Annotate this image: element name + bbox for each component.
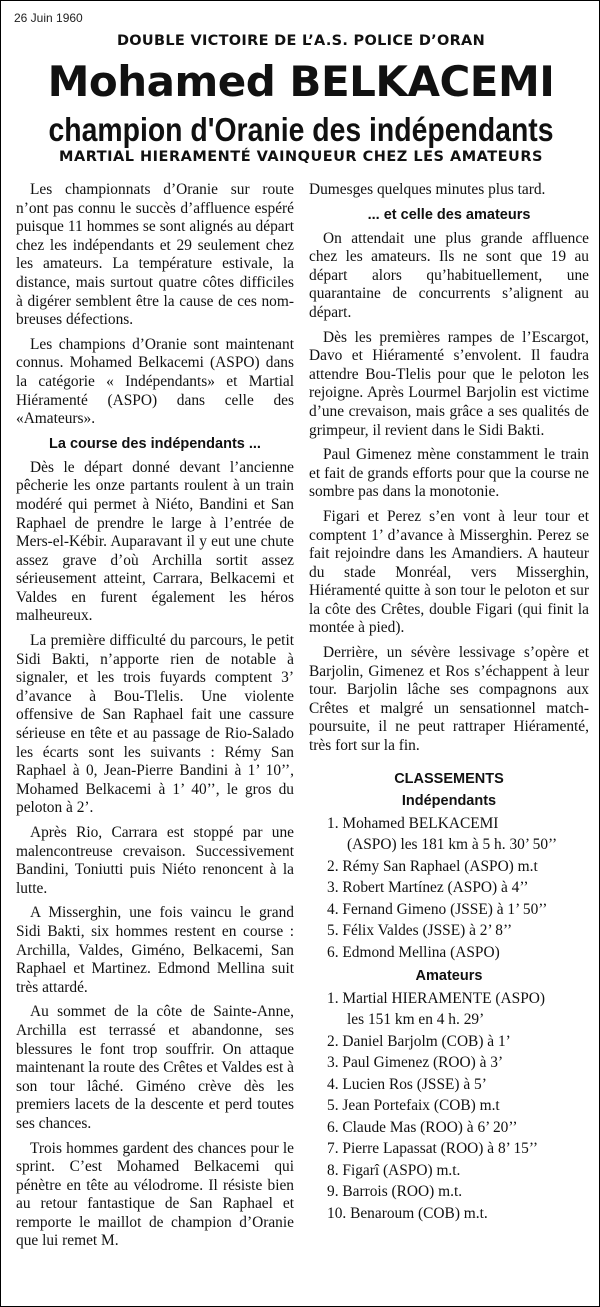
publication-date: 26 Juin 1960	[14, 11, 83, 25]
ranking-entry	[327, 920, 589, 942]
subheadline: champion d'Oranie des indépendants	[48, 111, 554, 148]
ranking-entry	[327, 988, 589, 1031]
ranking-entry	[327, 877, 589, 899]
independants-ranking	[309, 813, 589, 964]
ranking-line: 6. Claude Mas (ROO) à 6’ 20’’	[327, 1118, 518, 1136]
ranking-entry	[327, 1160, 589, 1182]
paragraph: Dès le départ donné devant l’ancienne pêcherie les onze partants roulent à un train modéré qui permet à Niéto, Bandini et San Raphael de prendre le large à l’entrée de Mers-el-Kébir. Auparavant il y eut une chute assez grave d’où Archilla sortit assez sérieusement atteint, Carrara, Belkacemi et Valdes en furent également les héros malheureux.	[16, 458, 294, 625]
ranking-entry	[327, 1052, 589, 1074]
ranking-line-continuation: (ASPO) les 181 km à 5 h. 30’ 50’’	[347, 836, 558, 854]
ranking-line-continuation: les 151 km en 4 h. 29’	[347, 1011, 485, 1029]
ranking-line: 6. Edmond Mellina (ASPO)	[327, 943, 500, 961]
ranking-entry	[327, 1138, 589, 1160]
paragraph: Les championnats d’Oranie sur route n’ont pas connu le succès d’affluence espéré puisque 11 hommes se sont alignés au départ chez les indépendants et 29 seulement chez les amateurs. La température estivale, la distance, mais surtout quatre côtes difficiles à digérer semblent être la cause de ces nombreuses défections.	[16, 181, 294, 329]
ranking-entry	[327, 856, 589, 878]
ranking-entry	[327, 1181, 589, 1203]
ranking-entry	[327, 1074, 589, 1096]
paragraph: On attendait une plus grande affluence chez les amateurs. Ils ne sont que 19 au départ alors qu’habituellement, une quarantaine de concurrents s’alignent au départ.	[309, 229, 589, 321]
ranking-entry	[327, 1117, 589, 1139]
ranking-line: 1. Martial HIERAMENTE (ASPO)	[327, 989, 546, 1007]
ranking-entry	[327, 942, 589, 964]
classements-title: CLASSEMENTS	[394, 770, 504, 787]
ranking-line: 2. Daniel Barjolm (COB) à 1’	[327, 1032, 511, 1050]
paragraph: La première difficulté du parcours, le petit Sidi Bakti, n’apporte rien de notable à signaler, et les trois fuyards comptent 3’ d’avance à Bou-Tlelis. Une violente offensive de San Raphael fait une cassure sérieuse en tête et au passage de Rio-Salado les écarts sont les suivants : Rémy San Raphael à 0, Jean-Pierre Bandini à 1’ 10’’, Mohamed Belkacemi à 1’ 40’’, le gros du peloton à 2’.	[16, 632, 294, 817]
ranking-entry	[327, 813, 589, 856]
ranking-line: 1. Mohamed BELKACEMI	[327, 814, 499, 832]
ranking-line: 10. Benaroum (COB) m.t.	[327, 1204, 488, 1222]
ranking-line: 4. Lucien Ros (JSSE) à 5’	[327, 1075, 487, 1093]
paragraph: Les champions d’Oranie sont maintenant connus. Mohamed Belkacemi (ASPO) dans la catégorie « Indépendants» et Martial Hiéramenté (ASPO) dans celle des «Amateurs».	[16, 335, 294, 428]
left-column	[16, 181, 294, 1257]
paragraph: Au sommet de la côte de Sainte-Anne, Archilla est terrassé et abandonne, ses blessures le font trop souffrir. On attaque maintenant la route des Crêtes et Valdes est à son tour lâché. Giméno crève dès les premiers lacets de la descente et perd toutes ses chances.	[16, 1003, 294, 1132]
ranking-line: 2. Rémy San Raphael (ASPO) m.t	[327, 857, 538, 875]
deck-headline: MARTIAL HIERAMENTÉ VAINQUEUR CHEZ LES AMATEURS	[59, 149, 543, 165]
kicker-headline: DOUBLE VICTOIRE DE L’A.S. POLICE D’ORAN	[116, 33, 486, 49]
ranking-line: 7. Pierre Lapassat (ROO) à 8’ 15’’	[327, 1140, 538, 1158]
ranking-line: 9. Barrois (ROO) m.t.	[327, 1183, 463, 1201]
ranking-line: 3. Robert Martínez (ASPO) à 4’’	[327, 879, 529, 897]
paragraph: Figari et Perez s’en vont à leur tour et comptent 1’ d’avance à Misserghin. Perez se fait rejoindre dans les Amandiers. A hauteur du stade Monréal, vers Misserghin, Hiéramenté quitte à son tour le peloton et sur la côte des Crêtes, double Figari (qui finit la montée à pied).	[309, 507, 589, 637]
independants-ranking-title: Indépendants	[401, 793, 497, 810]
paragraph: Paul Gimenez mène constamment le train et fait de grands efforts pour que la course ne sombre pas dans la monotonie.	[309, 446, 589, 501]
ranking-entry	[327, 899, 589, 921]
amateurs-ranking	[309, 988, 589, 1225]
ranking-line: 8. Figarî (ASPO) m.t.	[327, 1161, 461, 1179]
section-title-amateurs: ... et celle des amateurs	[367, 206, 531, 223]
ranking-line: 4. Fernand Gimeno (JSSE) à 1’ 50’’	[327, 900, 548, 918]
ranking-line: 5. Jean Portefaix (COB) m.t	[327, 1097, 500, 1115]
paragraph-continuation: Dumesges quelques minutes plus tard.	[309, 181, 546, 198]
paragraph: Derrière, un sévère lessivage s’opère et Barjolin, Gimenez et Ros s’échappent à leur tour. Barjolin lâche ses compagnons aux Crêtes et malgré un sensationnel match-poursuite, il ne peut rattraper Hiéramenté, très fort sur la fin.	[309, 644, 589, 755]
paragraph: A Misserghin, une fois vaincu le grand Sidi Bakti, six hommes restent en course : Archilla, Valdes, Giméno, Belkacemi, San Raphael et Martinez. Edmond Mellina suit très attardé.	[16, 904, 294, 996]
ranking-entry	[327, 1095, 589, 1117]
main-headline: Mohamed BELKACEMI	[47, 57, 555, 106]
ranking-line: 5. Félix Valdes (JSSE) à 2’ 8’’	[327, 922, 513, 940]
ranking-entry	[327, 1203, 589, 1225]
ranking-line: 3. Paul Gimenez (ROO) à 3’	[327, 1054, 504, 1072]
amateurs-ranking-title: Amateurs	[415, 968, 483, 985]
paragraph: Dès les premières rampes de l’Escargot, Davo et Hiéramenté s’envolent. Il faudra attendre Bou-Tlelis pour que le peloton les rejoigne. Après Lourmel Barjolin est victime d’une crevaison, mais grâce a ses qualités de grimpeur, il revient dans le Sidi Bakti.	[309, 328, 589, 439]
paragraph: Après Rio, Carrara est stoppé par une malencontreuse crevaison. Successivement Bandini, Toniutti puis Niéto renoncent à la lutte.	[16, 824, 294, 897]
paragraph: Trois hommes gardent des chances pour le sprint. C’est Mohamed Belkacemi qui pénètre en tête au vélodrome. Il résiste bien au retour fantastique de San Raphael et remporte le maillot de champion d’Oranie que lui remet M.	[16, 1139, 294, 1250]
section-title-independants: La course des indépendants ...	[49, 435, 261, 452]
ranking-entry	[327, 1031, 589, 1053]
right-column	[309, 181, 589, 1224]
